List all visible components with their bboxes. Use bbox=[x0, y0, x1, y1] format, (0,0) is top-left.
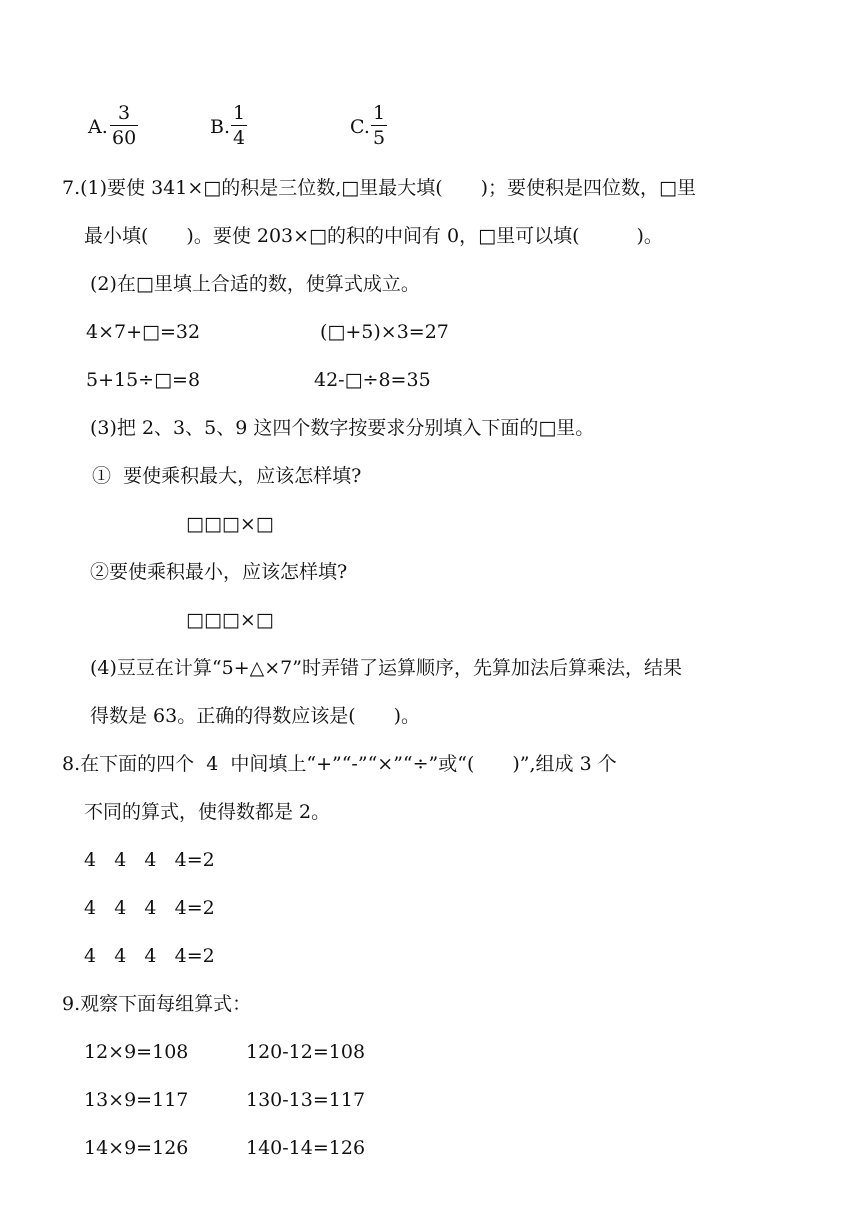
q9-row-right: 130-13=117 bbox=[246, 1089, 366, 1111]
q8-row: 4 4 4 4=2 bbox=[84, 897, 215, 919]
q7-eq-b2: 42-□÷8=35 bbox=[314, 369, 431, 391]
q9-row-right: 120-12=108 bbox=[246, 1041, 366, 1063]
option-c-fraction bbox=[371, 102, 387, 149]
q9-title: 9.观察下面每组算式： bbox=[62, 993, 252, 1015]
q7-part3-boxes-2: □□□×□ bbox=[186, 609, 274, 631]
fraction-bar bbox=[371, 125, 387, 126]
q7-line-1: 7.(1)要使 341×□的积是三位数,□里最大填( )；要使积是四位数，□里 bbox=[62, 177, 696, 199]
option-a-label: A. bbox=[88, 116, 108, 138]
option-b-denominator: 4 bbox=[233, 127, 246, 149]
q8-line-2: 不同的算式，使得数都是 2。 bbox=[84, 801, 331, 823]
q7-eq-a1: 4×7+□=32 bbox=[86, 321, 201, 343]
option-a-denominator: 60 bbox=[112, 127, 137, 149]
option-c-numerator: 1 bbox=[373, 102, 386, 124]
fraction-bar bbox=[231, 125, 247, 126]
option-a-fraction bbox=[110, 102, 138, 149]
q7-part3-title: (3)把 2、3、5、9 这四个数字按要求分别填入下面的□里。 bbox=[90, 417, 595, 439]
q7-eq-b1: 5+15÷□=8 bbox=[86, 369, 201, 391]
q7-line-2: 最小填( )。要使 203×□的积的中间有 0，□里可以填( )。 bbox=[84, 225, 663, 247]
option-b-numerator: 1 bbox=[233, 102, 246, 124]
q7-part3-question-2: ②要使乘积最小，应该怎样填? bbox=[90, 561, 348, 583]
q7-part2-title: (2)在□里填上合适的数，使算式成立。 bbox=[90, 273, 420, 295]
q7-eq-a2: (□+5)×3=27 bbox=[320, 321, 449, 343]
option-a-numerator: 3 bbox=[118, 102, 131, 124]
q7-part3-question-1: ① 要使乘积最大，应该怎样填? bbox=[92, 465, 362, 487]
q9-row-left: 12×9=108 bbox=[84, 1041, 189, 1063]
q8-line-1: 8.在下面的四个 4 中间填上“+”“-”“×”“÷”或“( )”,组成 3 个 bbox=[62, 753, 617, 775]
fraction-bar bbox=[110, 125, 138, 126]
q9-row-left: 14×9=126 bbox=[84, 1137, 189, 1159]
q9-row-left: 13×9=117 bbox=[84, 1089, 189, 1111]
q9-row-right: 140-14=126 bbox=[246, 1137, 366, 1159]
option-c-denominator: 5 bbox=[373, 127, 386, 149]
option-b-fraction bbox=[231, 102, 247, 149]
q7-part4-line-2: 得数是 63。正确的得数应该是( )。 bbox=[90, 705, 421, 727]
q8-row: 4 4 4 4=2 bbox=[84, 945, 215, 967]
q8-row: 4 4 4 4=2 bbox=[84, 849, 215, 871]
option-b-label: B. bbox=[210, 116, 231, 138]
q7-part3-boxes-1: □□□×□ bbox=[186, 513, 274, 535]
option-c-label: C. bbox=[350, 116, 370, 138]
q7-part4-line-1: (4)豆豆在计算“5+△×7”时弄错了运算顺序，先算加法后算乘法，结果 bbox=[90, 657, 682, 679]
